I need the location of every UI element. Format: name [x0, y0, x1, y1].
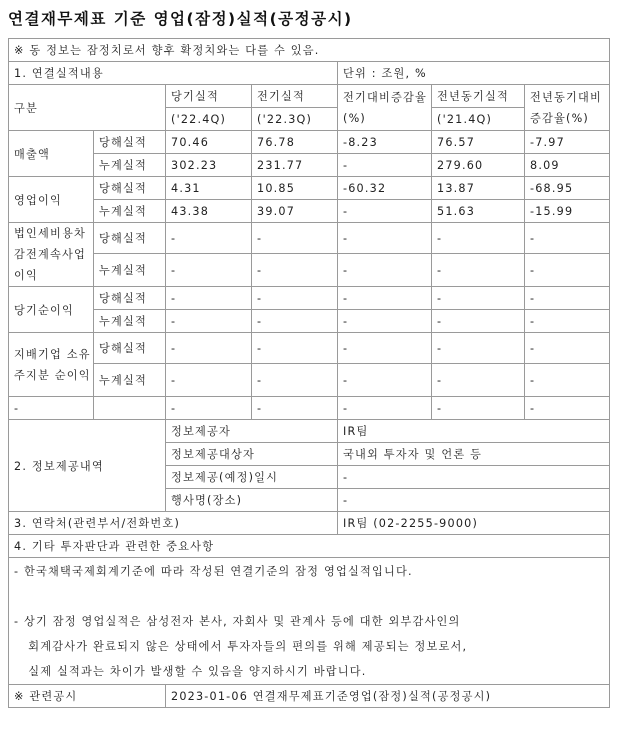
info-value: 국내외 투자자 및 언론 등 [338, 443, 610, 466]
current-cell: - [166, 223, 252, 254]
qoq-cell: - [338, 154, 432, 177]
info-label: 행사명(장소) [166, 489, 338, 512]
header-previous-period: ('22.3Q) [252, 108, 338, 131]
info-label: 정보제공대상자 [166, 443, 338, 466]
yoy-prev-cell: - [432, 223, 525, 254]
previous-cell: 10.85 [252, 177, 338, 200]
yoy-cell: - [525, 287, 610, 310]
yoy-cell: - [525, 364, 610, 397]
header-previous: 전기실적 [252, 85, 338, 108]
previous-cell: - [252, 364, 338, 397]
current-cell: - [166, 397, 252, 420]
current-cell: - [166, 287, 252, 310]
current-cell: 70.46 [166, 131, 252, 154]
section1-label: 1. 연결실적내용 [9, 62, 338, 85]
qoq-cell: - [338, 223, 432, 254]
yoy-prev-cell: - [432, 287, 525, 310]
yoy-prev-cell: - [432, 397, 525, 420]
qoq-cell: -60.32 [338, 177, 432, 200]
qoq-cell: -8.23 [338, 131, 432, 154]
previous-cell: - [252, 254, 338, 287]
contact-value: IR팀 (02-2255-9000) [338, 512, 610, 535]
previous-cell: - [252, 287, 338, 310]
header-category: 구분 [9, 85, 166, 131]
yoy-prev-cell: - [432, 333, 525, 364]
previous-cell: - [252, 310, 338, 333]
yoy-cell: - [525, 223, 610, 254]
qoq-cell: - [338, 333, 432, 364]
yoy-prev-cell: - [432, 310, 525, 333]
info-value: IR팀 [338, 420, 610, 443]
qoq-cell: - [338, 287, 432, 310]
type-cell: 누계실적 [94, 154, 166, 177]
info-value: - [338, 489, 610, 512]
header-yoy: 전년동기대비증감율(%) [525, 85, 610, 131]
note-line: - 상기 잠정 영업실적은 삼성전자 본사, 자회사 및 관계사 등에 대한 외부감사인의 [14, 615, 461, 628]
header-yoy-prev: 전년동기실적 [432, 85, 525, 108]
type-cell: 누계실적 [94, 310, 166, 333]
qoq-cell: - [338, 200, 432, 223]
category-cell: 영업이익 [9, 177, 94, 223]
category-cell: - [9, 397, 94, 420]
type-cell: 당해실적 [94, 287, 166, 310]
yoy-cell: 8.09 [525, 154, 610, 177]
qoq-cell: - [338, 397, 432, 420]
yoy-cell: -68.95 [525, 177, 610, 200]
current-cell: - [166, 254, 252, 287]
qoq-cell: - [338, 364, 432, 397]
type-cell: 당해실적 [94, 333, 166, 364]
section4-label: 4. 기타 투자판단과 관련한 중요사항 [9, 535, 610, 558]
note-line: 회계감사가 완료되지 않은 상태에서 투자자들의 편의를 위해 제공되는 정보로서, [14, 640, 468, 653]
category-cell: 지배기업 소유주지분 순이익 [9, 333, 94, 397]
page-title: 연결재무제표 기준 영업(잠정)실적(공정공시) [8, 10, 353, 28]
type-cell: 누계실적 [94, 364, 166, 397]
disclosure-table [8, 38, 610, 708]
info-value: - [338, 466, 610, 489]
type-cell [94, 397, 166, 420]
yoy-cell: -7.97 [525, 131, 610, 154]
previous-cell: 76.78 [252, 131, 338, 154]
qoq-cell: - [338, 254, 432, 287]
current-cell: 302.23 [166, 154, 252, 177]
header-current: 당기실적 [166, 85, 252, 108]
type-cell: 당해실적 [94, 223, 166, 254]
notes-cell [9, 558, 610, 685]
type-cell: 누계실적 [94, 200, 166, 223]
related-label: ※ 관련공시 [9, 685, 166, 708]
previous-cell: - [252, 223, 338, 254]
related-link[interactable]: 2023-01-06 연결재무제표기준영업(잠정)실적(공정공시) [166, 685, 610, 708]
yoy-prev-cell: - [432, 254, 525, 287]
yoy-prev-cell: 51.63 [432, 200, 525, 223]
type-cell: 당해실적 [94, 177, 166, 200]
note-line: 실제 실적과는 차이가 발생할 수 있음을 양지하시기 바랍니다. [14, 665, 367, 678]
note-line: - 한국채택국제회계기준에 따라 작성된 연결기준의 잠정 영업실적입니다. [14, 565, 413, 578]
current-cell: - [166, 310, 252, 333]
current-cell: 4.31 [166, 177, 252, 200]
type-cell: 누계실적 [94, 254, 166, 287]
previous-cell: - [252, 333, 338, 364]
yoy-cell: - [525, 254, 610, 287]
previous-cell: - [252, 397, 338, 420]
category-cell: 법인세비용차감전계속사업이익 [9, 223, 94, 287]
yoy-prev-cell: 279.60 [432, 154, 525, 177]
yoy-cell: - [525, 310, 610, 333]
notice-text: ※ 동 정보는 잠정치로서 향후 확정치와는 다를 수 있음. [9, 39, 610, 62]
current-cell: 43.38 [166, 200, 252, 223]
info-label: 정보제공자 [166, 420, 338, 443]
previous-cell: 231.77 [252, 154, 338, 177]
type-cell: 당해실적 [94, 131, 166, 154]
current-cell: - [166, 364, 252, 397]
previous-cell: 39.07 [252, 200, 338, 223]
header-qoq: 전기대비증감율(%) [338, 85, 432, 131]
yoy-prev-cell: 76.57 [432, 131, 525, 154]
unit-label: 단위 : 조원, % [338, 62, 610, 85]
category-cell: 당기순이익 [9, 287, 94, 333]
yoy-cell: - [525, 397, 610, 420]
header-yoy-prev-period: ('21.4Q) [432, 108, 525, 131]
yoy-cell: - [525, 333, 610, 364]
header-current-period: ('22.4Q) [166, 108, 252, 131]
current-cell: - [166, 333, 252, 364]
yoy-prev-cell: 13.87 [432, 177, 525, 200]
yoy-cell: -15.99 [525, 200, 610, 223]
qoq-cell: - [338, 310, 432, 333]
yoy-prev-cell: - [432, 364, 525, 397]
category-cell: 매출액 [9, 131, 94, 177]
info-label: 정보제공(예정)일시 [166, 466, 338, 489]
section2-label: 2. 정보제공내역 [9, 420, 166, 512]
section3-label: 3. 연락처(관련부서/전화번호) [9, 512, 338, 535]
